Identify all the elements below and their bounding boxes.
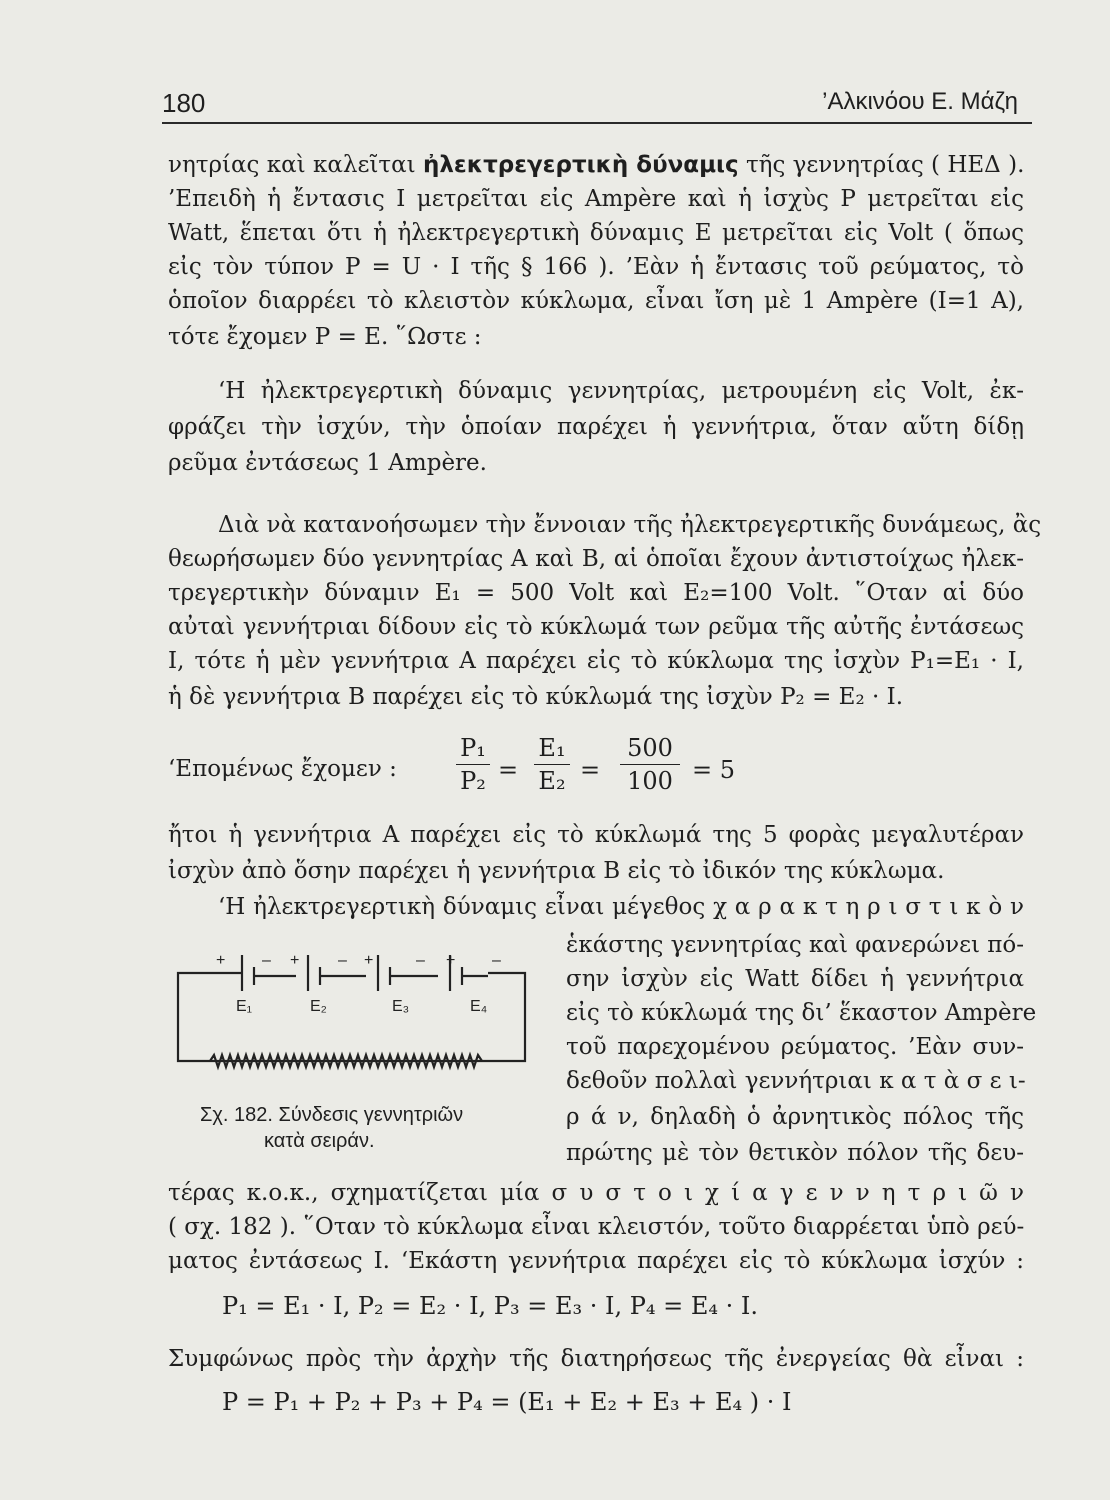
text-line: Watt, ἕπεται ὅτι ἡ ἠλεκτρεγερτικὴ δύναμις Ε μετρεῖται εἰς Volt ( ὅπως	[168, 220, 1024, 246]
wrap-line: ρ ά ν, δηλαδὴ ὁ ἀρνητικὸς πόλος τῆς	[566, 1104, 1024, 1130]
plus-terminal: +	[290, 952, 300, 969]
definition-line: ρεῦμα ἐντάσεως 1 Ampère.	[168, 450, 487, 476]
power-equations: Ρ₁ = Ε₁ · Ι, Ρ₂ = Ε₂ · Ι, Ρ₃ = Ε₃ · Ι, Ρ₄ = Ε₄ · Ι.	[222, 1292, 758, 1320]
text-line: ὁποῖον διαρρέει τὸ κλειστὸν κύκλωμα, εἶναι ἴση μὲ 1 Ampère (I=1 A),	[168, 288, 1024, 314]
equals-sign: =	[580, 756, 601, 784]
definition-line: ‘Η ἠλεκτρεγερτικὴ δύναμις γεννητρίας, μετρουμένη εἰς Volt, ἐκ-	[218, 378, 1024, 404]
text-line: ἰσχὺν ἀπὸ ὅσην παρέχει ἡ γεννήτρια Β εἰς τὸ ἰδικόν της κύκλωμα.	[168, 858, 945, 884]
wrap-line: δεθοῦν πολλαὶ γεννήτριαι κ α τ ὰ σ ε ι-	[566, 1068, 1026, 1094]
text-line: αὐταὶ γεννήτριαι δίδουν εἰς τὸ κύκλωμά των ρεῦμα τῆς αὐτῆς ἐντάσεως	[168, 614, 1024, 640]
text-line: Διὰ νὰ κατανοήσωμεν τὴν ἔννοιαν τῆς ἠλεκτρεγερτικῆς δυνάμεως, ἂς	[218, 512, 1042, 538]
plus-terminal: +	[216, 952, 226, 969]
equation-label: ‘Επομένως ἔχομεν :	[168, 756, 397, 782]
series-circuit-figure	[170, 945, 540, 1075]
text-line: ματος ἐντάσεως Ι. ‘Εκάστη γεννήτρια παρέχει εἰς τὸ κύκλωμα ἰσχύν :	[168, 1248, 1024, 1274]
fraction-values: $\frac{500}{100}$	[620, 734, 680, 795]
text-line: ‘Η ἠλεκτρεγερτικὴ δύναμις εἶναι μέγεθος χ α ρ α κ τ η ρ ι σ τ ι κ ὸ ν	[218, 894, 1024, 920]
total-power-equation: Ρ = Ρ₁ + Ρ₂ + Ρ₃ + Ρ₄ = (Ε₁ + Ε₂ + Ε₃ + Ε₄ ) · Ι	[222, 1388, 792, 1416]
minus-terminal: –	[338, 952, 347, 969]
ratio-equation	[168, 734, 768, 810]
minus-terminal: –	[492, 952, 501, 969]
text-line: τότε ἔχομεν Ρ = Ε. ῞Ωστε :	[168, 324, 482, 350]
fraction-power: $\frac{\text{Ρ₁}}{\text{Ρ₂}}$	[456, 734, 490, 795]
running-head-author: ’Αλκινόου Ε. Μάζη	[822, 88, 1018, 115]
minus-terminal: –	[416, 952, 425, 969]
text-line: νητρίας καὶ καλεῖται ἠλεκτρεγερτικὴ δύναμις τῆς γεννητρίας ( ΗΕΔ ).	[168, 152, 1025, 178]
wrap-line: τοῦ παρεχομένου ρεύματος. ’Εὰν συν-	[566, 1034, 1024, 1060]
text-line: Συμφώνως πρὸς τὴν ἀρχὴν τῆς διατηρήσεως τῆς ἐνεργείας θὰ εἶναι :	[168, 1346, 1024, 1372]
text-line: εἰς τὸν τύπον Ρ = U · I τῆς § 166 ). ’Εὰν ἡ ἔντασις τοῦ ρεύματος, τὸ	[168, 254, 1024, 280]
wrap-line: ἑκάστης γεννητρίας καὶ φανερώνει πό-	[566, 932, 1025, 958]
text-line: ἡ δὲ γεννήτρια Β παρέχει εἰς τὸ κύκλωμά της ἰσχὺν Ρ₂ = Ε₂ · Ι.	[168, 684, 904, 710]
plus-terminal: +	[364, 952, 374, 969]
wrap-line: σην ἰσχὺν εἰς Watt δίδει ἡ γεννήτρια	[566, 966, 1024, 992]
term-emf: ἠλεκτρεγερτικὴ δύναμις	[423, 152, 739, 178]
ratio-result: = 5	[692, 756, 736, 784]
text-line: ’Επειδὴ ἡ ἔντασις Ι μετρεῖται εἰς Ampère καὶ ἡ ἰσχὺς Ρ μετρεῖται εἰς	[168, 186, 1024, 212]
plus-terminal: +	[446, 952, 456, 969]
figure-caption: Σχ. 182. Σύνδεσις γεννητριῶν	[200, 1104, 464, 1126]
wrap-line: πρώτης μὲ τὸν θετικὸν πόλον τῆς δευ-	[566, 1140, 1024, 1166]
fraction-emf: $\frac{\text{Ε₁}}{\text{Ε₂}}$	[534, 734, 570, 795]
text-line: τρεγερτικὴν δύναμιν Ε₁ = 500 Volt καὶ Ε₂=100 Volt. ῞Οταν αἱ δύο	[168, 580, 1024, 606]
figure-caption: κατὰ σειράν.	[264, 1130, 375, 1152]
text-line: Ι, τότε ἡ μὲν γεννήτρια Α παρέχει εἰς τὸ κύκλωμα της ἰσχὺν Ρ₁=Ε₁ · Ι,	[168, 648, 1024, 674]
text-line: θεωρήσωμεν δύο γεννητρίας Α καὶ Β, αἱ ὁποῖαι ἔχουν ἀντιστοίχως ἠλεκ-	[168, 546, 1024, 572]
text-line: ( σχ. 182 ). ῞Οταν τὸ κύκλωμα εἶναι κλειστόν, τοῦτο διαρρέεται ὑπὸ ρεύ-	[168, 1214, 1025, 1240]
cell-label-e2: Ε₂	[310, 998, 327, 1015]
equals-sign: =	[498, 756, 519, 784]
cell-label-e1: Ε₁	[236, 998, 253, 1015]
page-number: 180	[162, 88, 206, 118]
wrap-line: εἰς τὸ κύκλωμά της δι’ ἕκαστον Ampère	[566, 1000, 1037, 1026]
text-line: τέρας κ.ο.κ., σχηματίζεται μία σ υ σ τ ο ι χ ί α γ ε ν ν η τ ρ ι ῶ ν	[168, 1180, 1024, 1206]
header-rule	[162, 122, 1032, 124]
cell-label-e3: Ε₃	[392, 998, 410, 1015]
definition-line: φράζει τὴν ἰσχύν, τὴν ὁποίαν παρέχει ἡ γεννήτρια, ὅταν αὕτη δίδῃ	[168, 414, 1024, 440]
minus-terminal: –	[262, 952, 271, 969]
text-line: ἤτοι ἡ γεννήτρια Α παρέχει εἰς τὸ κύκλωμά της 5 φορὰς μεγαλυτέραν	[168, 822, 1024, 848]
cell-label-e4: Ε₄	[470, 998, 488, 1015]
